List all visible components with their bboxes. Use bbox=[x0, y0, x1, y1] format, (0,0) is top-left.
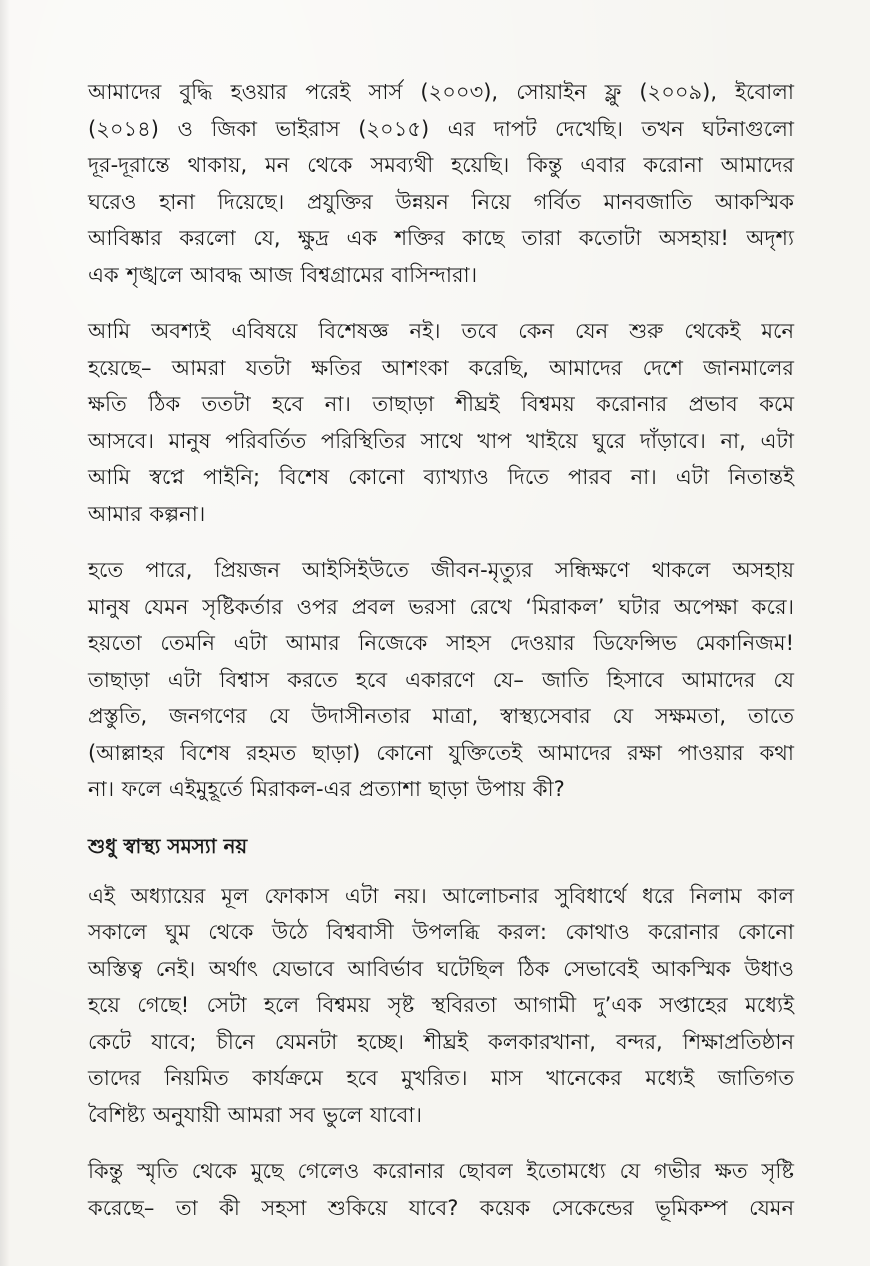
paragraph-3 bbox=[88, 552, 794, 808]
text-line: হতে পারে, প্রিয়জন আইসিইউতে জীবন-মৃত্যুর সন্ধিক্ষণে থাকলে অসহায় bbox=[88, 558, 794, 582]
text-line: হয়তো তেমনি এটা আমার নিজেকে সাহস দেওয়ার ডিফেন্সিভ মেকানিজম! bbox=[88, 631, 794, 655]
paragraph-4 bbox=[88, 878, 794, 1134]
page-edge-shadow bbox=[0, 0, 10, 1266]
section-heading: শুধু স্বাস্থ্য সমস্যা নয় bbox=[88, 833, 248, 858]
text-line: আমার কল্পনা। bbox=[88, 501, 206, 526]
text-line: (২০১৪) ও জিকা ভাইরাস (২০১৫) এর দাপট দেখেছি। তখন ঘটনাগুলো bbox=[88, 116, 794, 141]
paragraph-2 bbox=[88, 313, 794, 532]
text-line: (আল্লাহর বিশেষ রহমত ছাড়া) কোনো যুক্তিতেই আমাদের রক্ষা পাওয়ার কথা bbox=[88, 740, 794, 765]
text-line: আসবে। মানুষ পরিবর্তিত পরিস্থিতির সাথে খাপ খাইয়ে ঘুরে দাঁড়াবে। না, এটা bbox=[88, 428, 794, 453]
text-line: তাদের নিয়মিত কার্যক্রমে হবে মুখরিত। মাস খানেকের মধ্যেই জাতিগত bbox=[88, 1066, 794, 1090]
text-line: ঘরেও হানা দিয়েছে। প্রযুক্তির উন্নয়ন নিয়ে গর্বিত মানবজাতি আকস্মিক bbox=[88, 189, 794, 214]
text-line: কেটে যাবে; চীনে যেমনটা হচ্ছে। শীঘ্রই কলকারখানা, বন্দর, শিক্ষাপ্রতিষ্ঠান bbox=[88, 1029, 794, 1054]
text-line: হয়ে গেছে! সেটা হলে বিশ্বময় সৃষ্ট স্থবিরতা আগামী দু’এক সপ্তাহের মধ্যেই bbox=[88, 993, 794, 1017]
text-line: আমাদের বুদ্ধি হওয়ার পরেই সার্স (২০০৩), সোয়াইন ফ্লু (২০০৯), ইবোলা bbox=[88, 80, 794, 104]
text-line: মানুষ যেমন সৃষ্টিকর্তার ওপর প্রবল ভরসা রেখে ‘মিরাকল’ ঘটার অপেক্ষা করে। bbox=[88, 594, 794, 619]
text-line: আমি অবশ্যই এবিষয়ে বিশেষজ্ঞ নই। তবে কেন যেন শুরু থেকেই মনে bbox=[88, 319, 794, 343]
text-line: আমি স্বপ্নে পাইনি; বিশেষ কোনো ব্যাখ্যাও দিতে পারব না। এটা নিতান্তই bbox=[88, 465, 794, 489]
text-line: তাছাড়া এটা বিশ্বাস করতে হবে একারণে যে– জাতি হিসাবে আমাদের যে bbox=[88, 667, 794, 692]
page-body bbox=[88, 74, 794, 1246]
text-line: করেছে– তা কী সহসা শুকিয়ে যাবে? কয়েক সেকেন্ডের ভূমিকম্প যেমন bbox=[88, 1195, 794, 1220]
text-line: সকালে ঘুম থেকে উঠে বিশ্ববাসী উপলব্ধি করল: কোথাও করোনার কোনো bbox=[88, 920, 794, 944]
text-line: আবিষ্কার করলো যে, ক্ষুদ্র এক শক্তির কাছে তারা কতোটা অসহায়! অদৃশ্য bbox=[88, 226, 794, 250]
text-line: এক শৃঙ্খলে আবদ্ধ আজ বিশ্বগ্রামের বাসিন্দারা। bbox=[88, 262, 478, 287]
paragraph-5 bbox=[88, 1153, 794, 1226]
text-line: ক্ষতি ঠিক ততটা হবে না। তাছাড়া শীঘ্রই বিশ্বময় করোনার প্রভাব কমে bbox=[88, 392, 794, 416]
text-line: এই অধ্যায়ের মূল ফোকাস এটা নয়। আলোচনার সুবিধার্থে ধরে নিলাম কাল bbox=[88, 883, 794, 908]
paragraph-1 bbox=[88, 74, 794, 293]
text-line: দূর-দূরান্তে থাকায়, মন থেকে সমব্যথী হয়েছি। কিন্তু এবার করোনা আমাদের bbox=[88, 153, 794, 177]
text-line: প্রস্তুতি, জনগণের যে উদাসীনতার মাত্রা, স্বাস্থ্যসেবার যে সক্ষমতা, তাতে bbox=[88, 704, 794, 728]
text-line: অস্তিত্ব নেই। অর্থাৎ যেভাবে আবির্ভাব ঘটেছিল ঠিক সেভাবেই আকস্মিক উধাও bbox=[88, 956, 794, 981]
text-line: বৈশিষ্ট্য অনুযায়ী আমরা সব ভুলে যাবো। bbox=[88, 1102, 422, 1127]
text-line: না। ফলে এইমুহূর্তে মিরাকল-এর প্রত্যাশা ছাড়া উপায় কী? bbox=[88, 777, 565, 801]
text-line: হয়েছে– আমরা যতটা ক্ষতির আশংকা করেছি, আমাদের দেশে জানমালের bbox=[88, 355, 794, 380]
text-line: কিন্তু স্মৃতি থেকে মুছে গেলেও করোনার ছোবল ইতোমধ্যে যে গভীর ক্ষত সৃষ্টি bbox=[88, 1159, 794, 1183]
